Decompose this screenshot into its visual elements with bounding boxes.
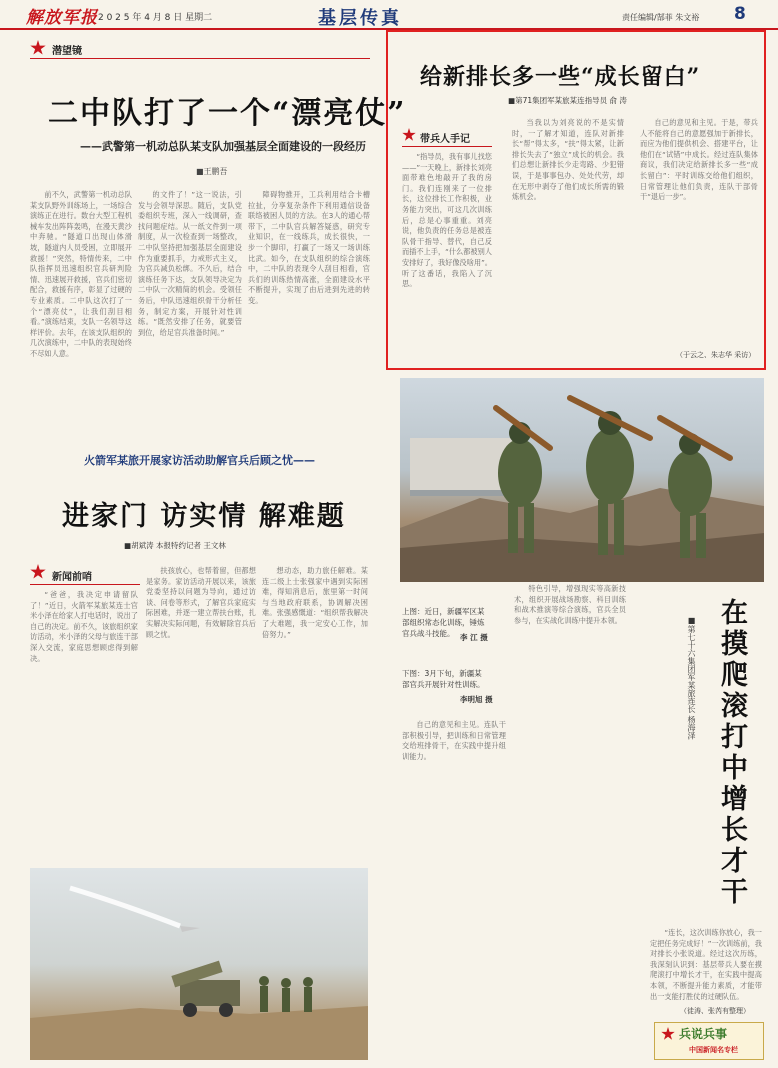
newspaper-logo: 解放军报 <box>26 8 98 28</box>
left-story-col-3: 障碍物推开，工兵利用结合卡槽拉扯，分享复杂条件下利用通信设备联络被困人员的方法。在3人的通心帮带下，二中队官兵解答疑惑，研究专业知识，在一线练兵，成长很快，一步一个脚印，打赢了一场又一场训练比武。如今，在支队组织的综合演练中，二中队的表现令人刮目相看，官兵们的训练热情高涨，全面建设水平不断提升，实现了由后进到先进的转变。 <box>248 190 370 305</box>
right-story-col-1: “指导员，我有事儿找您——”一天晚上，新排长刘亮面带难色地敲开了我的房门。我们连刚来了一位排长，这位排长工作积极，业务能力突出，可这几次训练后，总是心事重重。刘亮说，他负责的任务总是被连队骨干指导、替代，自己反而插不上手，“什么都被别人安排好了，我好像没啥用”。听了这番话，我陷入了沉思。 <box>402 152 492 289</box>
star-icon <box>661 1027 675 1041</box>
right-column-title: 在摸爬滚打中增长才干 <box>716 598 747 908</box>
left-story-col-1: 前不久，武警第一机动总队某支队野外训练场上，一场综合演练正在进行。数台大型工程机械车发出阵阵轰鸣，在漫天黄沙中奔驰。“隧道口出现山体滑坡，隧道内人员受困，立即展开救援！”突然，特情传来，二中队指挥员迅速组织官兵研判险情、迅速展开救援，官兵们密切配合，救援有序，彰显了过硬的专业素质。二中队这次打了一个“漂亮仗”，让我们刮目相看。”演练结束，支队一名领导这样评价。去年，在该支队组织的几次演练中，二中队的表现始终不尽如人意。 <box>30 190 132 358</box>
column-tag: 带兵人手记 <box>420 134 470 145</box>
left-story-byline: ■王鹏吾 <box>196 167 228 176</box>
photo-credit-top: 李 江 摄 <box>460 633 488 642</box>
divider <box>30 58 370 59</box>
star-icon <box>30 564 46 580</box>
dateline: 2 0 2 5 年 4 月 8 日 星期二 <box>98 13 213 23</box>
right-story-col-3: 自己的意见和主见。于是，带兵人不能将自己的意愿强加于新排长，而应为他们提供机会、搭建平台，让他们在“试错”中成长。经过连队集体商议，我们决定给新排长多一些“成长留白”：平时训练交给他们组织，日常管理让他们负责，连队干部骨干“退后一步”。 <box>640 118 758 202</box>
column-tag: 新闻前哨 <box>52 572 92 583</box>
photo-credit-bottom: 李明旭 摄 <box>460 695 493 704</box>
visit-story-col-2: 扶孩放心，也帮着留，但都想是家务。家访活动开展以来，该旅党委坚持以问题为导向，通过访谈、问卷等形式，了解官兵家庭实际困难，并逐一建立帮扶台账，扎实解决实际问题，有效解除官兵后顾之忧。 <box>146 566 256 639</box>
right-column-signoff: （徒涛、张芮有整理） <box>680 1007 750 1015</box>
photo-caption-bottom: 下图：3月下旬，新疆某部官兵开展针对性训练。 <box>402 669 485 689</box>
visit-story-col-3: 想动态，助力旅任解难。某连二级上士张强家中遇到实际困难，得知消息后，旅里第一时间与当地政府联系，协调解决困难。张强感慨道：“组织帮我解决了大难题，我一定安心工作，加倍努力。” <box>262 566 368 639</box>
visit-story-title: 进家门 访实情 解难题 <box>62 501 346 532</box>
star-icon <box>30 40 46 56</box>
section-title: 基层传真 <box>318 8 402 29</box>
divider <box>30 584 140 585</box>
page-number: 8 <box>734 4 746 24</box>
photo-caption-top: 上图：近日，新疆军区某部组织常态化训练，锤炼官兵战斗技能。 <box>402 607 485 638</box>
training-photo <box>400 378 764 582</box>
column-tag: 潜望镜 <box>52 46 82 57</box>
left-story-col-2: 的文件了！”这一说法，引发与会领导深思。随后，支队党委组织专班，深入一线调研，查找问题症结。从一纸文件到一项制度，从一次检查到一场整改，二中队坚持把加强基层全面建设作为重要抓手，力戒形式主义，为官兵减负松绑。不久后，结合演练任务下达，支队领导决定为二中队一次精简的机会。受领任务后，中队迅速组织骨干分析任务，制定方案，开展针对性训练。“既然安排了任务，就要管到位，给足官兵准备时间。” <box>138 190 242 337</box>
right-story-title: 给新排长多一些“成长留白” <box>420 64 701 90</box>
training-photo-art <box>400 378 764 582</box>
left-story-title: 二中队打了一个“漂亮仗” <box>48 96 407 131</box>
photo-story-col-a: 特色引导，增强现实等高新技术，组织开展战场勘察、科目训练和战术推演等综合演练，官兵全员参与，在实战化训练中提升本领。 <box>514 584 626 625</box>
visit-story-col-1: “爸爸，我决定申请留队了！”近日，火箭军某旅某连士官米小泽在给家人打电话时，说出了自己的决定。前不久，该旅组织家访活动，米小泽的父母与旅连干部深入交流，家庭思想顾虑得到解决。 <box>30 590 138 663</box>
badge-label: 兵说兵事 <box>679 1027 728 1041</box>
photo-story-col-b: 自己的意见和主见。连队干部积极引导，把训练和日常管理交给班排骨干，在实践中提升组训能力。 <box>402 720 506 761</box>
right-column-byline: ■第七十六集团军某旅连长 杨海泽 <box>687 616 696 740</box>
right-story-byline: ■第71集团军某旅某连指导员 俞 涛 <box>508 96 627 105</box>
visit-story-byline: ■胡斌涛 本报特约记者 王文林 <box>124 541 226 550</box>
right-column-body: “连长，这次训练你放心，我一定把任务完成好！”一次训练前，我对排长小张说道。经过这次历练，我深刻认识到：基层带兵人要在摸爬滚打中增长才干，在实践中提高本领，不断提升能力素质，才能带出一支能打胜仗的过硬队伍。 <box>650 928 762 1001</box>
launcher-photo <box>30 868 368 1060</box>
launcher-photo-art <box>30 868 368 1060</box>
right-story-col-2: 当我以为刘亮说的不是实情时，一了解才知道，连队对新排长“帮”得太多，“扶”得太紧，让新排长失去了“独立”成长的机会。我们总想让新排长少走弯路、少犯错误，于是事事包办、处处代劳，却在无形中剥夺了他们成长所需的锻炼机会。 <box>512 118 624 202</box>
badge-sub: 中国新闻名专栏 <box>689 1046 738 1054</box>
right-story-signoff: （于云之、朱志华 采访） <box>676 351 756 359</box>
editors-credit: 责任编辑/郜菲 朱文裕 <box>622 13 700 22</box>
visit-story-kicker: 火箭军某旅开展家访活动助解官兵后顾之忧—— <box>84 454 315 467</box>
left-story-subtitle: ——武警第一机动总队某支队加强基层全面建设的一段经历 <box>80 140 366 153</box>
column-badge <box>654 1022 764 1060</box>
divider <box>402 146 492 147</box>
